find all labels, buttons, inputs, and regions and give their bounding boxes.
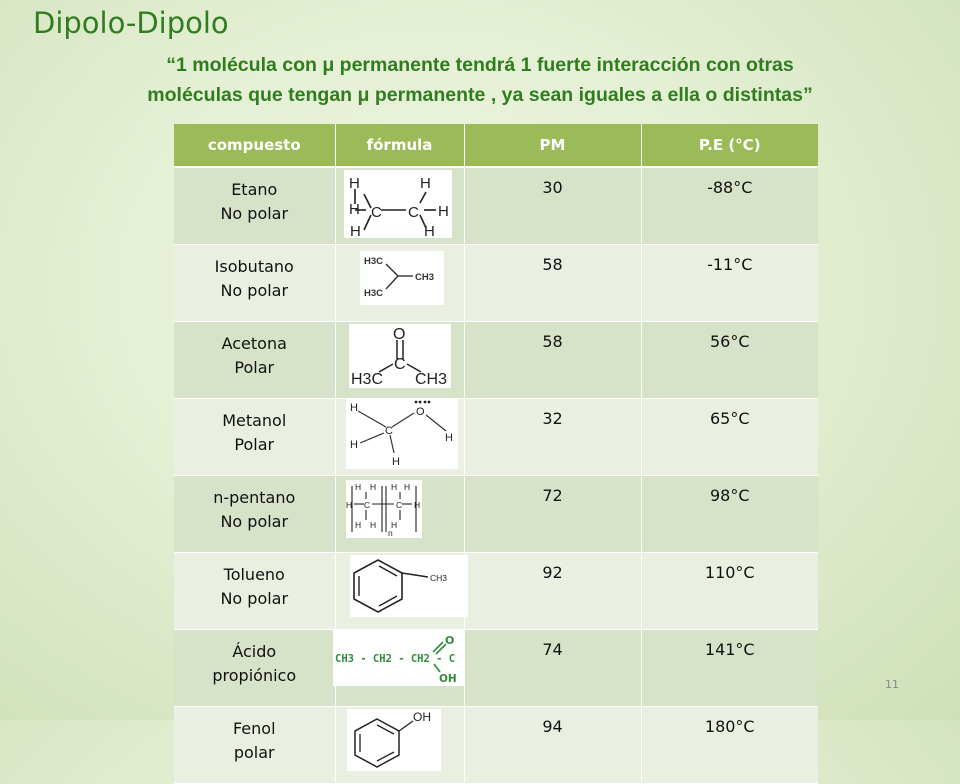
pe-cell: 65°C bbox=[641, 399, 818, 476]
formula-cell bbox=[335, 476, 464, 553]
compounds-table bbox=[174, 124, 818, 784]
acetona-structure bbox=[349, 324, 451, 388]
acetona-atom: C bbox=[393, 356, 406, 373]
header-formula: fórmula bbox=[335, 124, 464, 167]
compound-polarity: Polar bbox=[234, 435, 275, 454]
compound-polarity: No polar bbox=[220, 281, 289, 300]
table-row bbox=[174, 630, 818, 707]
metanol-structure bbox=[346, 399, 458, 469]
compound-name: Ácido bbox=[232, 642, 277, 661]
pentano-atom: C bbox=[363, 500, 370, 510]
metanol-atom: H bbox=[391, 456, 400, 468]
compound-polarity: Polar bbox=[234, 358, 275, 377]
pentano-atom: H bbox=[390, 482, 397, 492]
pentano-structure-svg bbox=[346, 480, 422, 538]
compound-cell bbox=[174, 553, 335, 630]
pm-cell: 72 bbox=[464, 476, 641, 553]
isobutano-group: CH3 bbox=[414, 272, 434, 283]
pentano-atom: C bbox=[395, 500, 402, 510]
acetona-atom: CH3 bbox=[414, 371, 447, 388]
tolueno-methyl: CH3 bbox=[429, 573, 447, 583]
etano-atom: H bbox=[348, 201, 360, 218]
isobutano-structure bbox=[360, 251, 444, 305]
tolueno-structure bbox=[350, 555, 468, 617]
formula-cell bbox=[335, 167, 464, 245]
metanol-atom: C bbox=[384, 425, 393, 437]
pentano-atom: H bbox=[390, 520, 397, 530]
table-row bbox=[174, 476, 818, 553]
pentano-structure bbox=[346, 480, 422, 538]
propionico-structure bbox=[333, 630, 465, 686]
table-header-row bbox=[174, 124, 818, 167]
compound-polarity: propiónico bbox=[212, 666, 297, 685]
header-pm: PM bbox=[464, 124, 641, 167]
etano-structure bbox=[344, 170, 452, 238]
acetona-atom: O bbox=[392, 326, 405, 343]
formula-cell bbox=[335, 630, 464, 707]
propionico-chain: CH3 - CH2 - CH2 - C bbox=[334, 653, 455, 665]
subtitle-line-1: “1 molécula con μ permanente tendrá 1 fuerte interacción con otras bbox=[166, 54, 794, 76]
compound-cell bbox=[174, 476, 335, 553]
pentano-subscript: n bbox=[387, 528, 393, 538]
pm-cell: 58 bbox=[464, 245, 641, 322]
table-row bbox=[174, 322, 818, 399]
compound-polarity: polar bbox=[233, 743, 275, 762]
pm-cell: 30 bbox=[464, 167, 641, 245]
compound-polarity: No polar bbox=[220, 512, 289, 531]
formula-cell bbox=[335, 245, 464, 322]
pentano-atom: H bbox=[345, 500, 352, 510]
acetona-atom: H3C bbox=[350, 371, 383, 388]
metanol-atom: H bbox=[444, 432, 453, 444]
pentano-atom: H bbox=[354, 520, 361, 530]
slide-subtitle bbox=[60, 50, 900, 110]
pm-cell: 74 bbox=[464, 630, 641, 707]
table-row bbox=[174, 707, 818, 784]
etano-atom: C bbox=[370, 204, 382, 221]
pe-cell: 110°C bbox=[641, 553, 818, 630]
etano-atom: C bbox=[407, 204, 419, 221]
compound-cell bbox=[174, 707, 335, 784]
compound-name: Tolueno bbox=[223, 565, 285, 584]
pe-cell: -88°C bbox=[641, 167, 818, 245]
table-row bbox=[174, 245, 818, 322]
isobutano-group: H3C bbox=[363, 256, 383, 267]
propionico-oxygen: O bbox=[444, 634, 454, 647]
formula-cell bbox=[335, 553, 464, 630]
compound-cell bbox=[174, 630, 335, 707]
table-row bbox=[174, 399, 818, 476]
compound-name: Metanol bbox=[222, 411, 287, 430]
header-compuesto: compuesto bbox=[174, 124, 335, 167]
pe-cell: 98°C bbox=[641, 476, 818, 553]
compound-name: n-pentano bbox=[213, 488, 296, 507]
acetona-structure-svg bbox=[349, 324, 451, 388]
pe-cell: 141°C bbox=[641, 630, 818, 707]
fenol-hydroxyl: OH bbox=[412, 710, 431, 724]
formula-cell bbox=[335, 707, 464, 784]
etano-atom: H bbox=[437, 203, 449, 220]
formula-cell bbox=[335, 399, 464, 476]
fenol-structure bbox=[347, 709, 441, 771]
pm-cell: 32 bbox=[464, 399, 641, 476]
compound-name: Acetona bbox=[221, 334, 287, 353]
table-row bbox=[174, 553, 818, 630]
pentano-atom: H bbox=[369, 520, 376, 530]
compound-polarity: No polar bbox=[220, 204, 289, 223]
metanol-atom: H bbox=[349, 402, 358, 414]
compound-name: Isobutano bbox=[214, 257, 294, 276]
etano-atom: H bbox=[423, 223, 435, 238]
table-row bbox=[174, 167, 818, 245]
pm-cell: 58 bbox=[464, 322, 641, 399]
metanol-atom: O bbox=[415, 406, 425, 418]
compound-cell bbox=[174, 245, 335, 322]
pm-cell: 92 bbox=[464, 553, 641, 630]
formula-cell bbox=[335, 322, 464, 399]
pentano-atom: H bbox=[369, 482, 376, 492]
etano-structure-svg bbox=[344, 170, 452, 238]
etano-atom: H bbox=[419, 175, 431, 192]
pm-cell: 94 bbox=[464, 707, 641, 784]
subtitle-line-2: moléculas que tengan μ permanente , ya sean iguales a ella o distintas” bbox=[147, 84, 813, 106]
propionico-structure-svg bbox=[333, 630, 465, 686]
compound-polarity: No polar bbox=[220, 589, 289, 608]
pe-cell: -11°C bbox=[641, 245, 818, 322]
compound-cell bbox=[174, 322, 335, 399]
isobutano-structure-svg bbox=[360, 251, 444, 305]
pe-cell: 180°C bbox=[641, 707, 818, 784]
slide-title: Dipolo-Dipolo bbox=[33, 6, 229, 40]
pentano-atom: H bbox=[413, 500, 420, 510]
etano-atom: H bbox=[348, 175, 360, 192]
metanol-structure-svg bbox=[346, 399, 458, 469]
pe-cell: 56°C bbox=[641, 322, 818, 399]
pentano-atom: H bbox=[354, 482, 361, 492]
metanol-atom: H bbox=[349, 439, 358, 451]
compound-name: Fenol bbox=[232, 719, 276, 738]
compound-cell bbox=[174, 167, 335, 245]
etano-atom: H bbox=[349, 223, 361, 238]
page-number: 11 bbox=[885, 678, 899, 691]
propionico-hydroxyl: OH bbox=[438, 673, 457, 685]
header-pe: P.E (°C) bbox=[641, 124, 818, 167]
compound-cell bbox=[174, 399, 335, 476]
pentano-atom: H bbox=[403, 482, 410, 492]
compound-name: Etano bbox=[231, 180, 278, 199]
fenol-structure-svg bbox=[347, 709, 441, 771]
isobutano-group: H3C bbox=[363, 288, 383, 299]
tolueno-structure-svg bbox=[350, 555, 468, 617]
